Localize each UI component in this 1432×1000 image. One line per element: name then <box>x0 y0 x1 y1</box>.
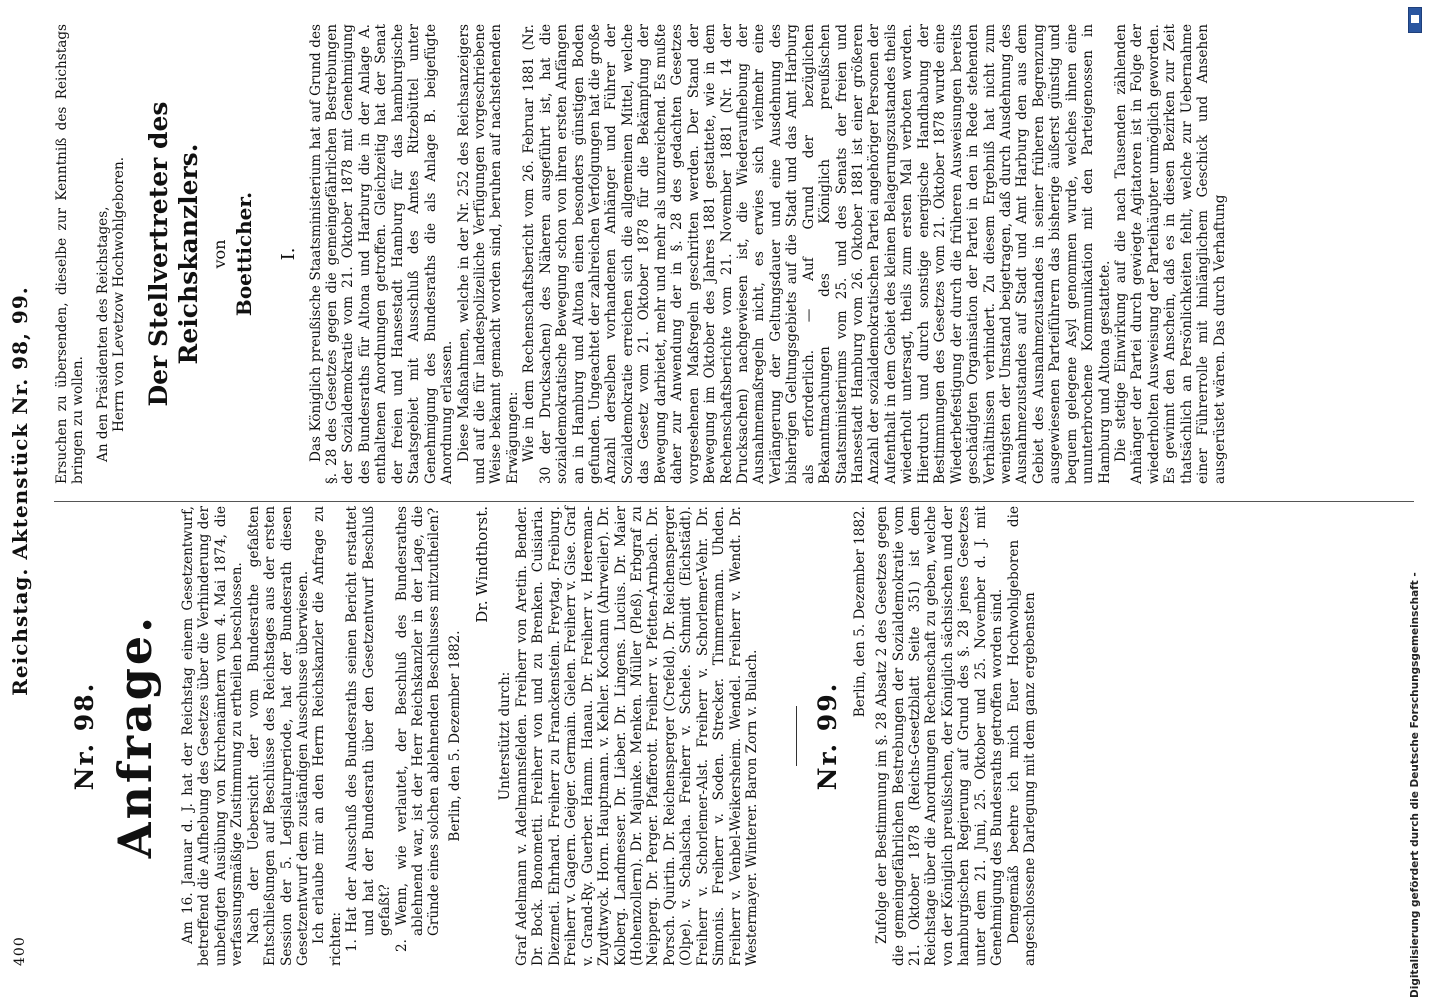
sender-von: von <box>210 239 230 269</box>
dfg-logo-icon <box>1408 7 1422 33</box>
paragraph: Zufolge der Bestimmung im §. 28 Absatz 2 des Gesetzes gegen die gemeingefährlichen Bestrebungen der Sozialdemokratie vom 21. Oktober 1878 (Reichs-Gesetzblatt Seite 351) ist dem Reichstage über die Anordnungen Rechenschaft zu geben, welche von der Königlich preußischen, der Königlich sächsischen und der hamburgischen Regierung auf Grund des §. 28 jenes Gesetzes unter dem 21. Juni, 25. Oktober und 25. November d. J. mit Genehmigung des Bundesraths getroffen worden sind. <box>874 506 1006 966</box>
supported-label: Unterstützt durch: <box>497 671 514 801</box>
document-number-98: Nr. 98. <box>70 681 99 791</box>
sender-title: Der Stellvertreter des Reichskanzlers. <box>143 101 203 407</box>
date-line: Berlin, den 5. Dezember 1882. <box>851 506 868 718</box>
section-rule <box>796 706 797 766</box>
right-column <box>54 24 1228 484</box>
address-line: Herrn von Levetzow Hochwohlgeboren. <box>111 156 128 432</box>
paragraph: Ersuchen zu übersenden, dieselbe zur Kenntniß des Reichstags bringen zu wollen. <box>54 24 87 484</box>
supporters-list: Graf Adelmann v. Adelmannsfelden. Freiherr von Aretin. Bender. Dr. Bock. Bonometti. Freiherr von und zu Brenken. Cuisiaria. Diezmeti. Ehrhard. Freiherr zu Franckenstein. Freytag. Freiburg. Freiherr v. Gagern. Geiger. Germain. Gielen. Freiherr v. Gise. Graf v. Grand-Ry. Guerber. Hamm. Hanau. Dr. Freiherr v. Heereman-Zuydtwyck. Horn. Hauptmann. v. Kehler. Kochann (Ahrweiler). Dr. Kolberg. Landmesser. Dr. Lieber. Dr. Lingens. Lucius. Dr. Maier (Hohenzollern). Dr. Majunke. Menken. Müller (Pleß). Erbgraf zu Neipperg. Dr. Perger. Pfafferott. Freiherr v. Pfetten-Arnbach. Dr. Porsch. Quirtin. Dr. Reichensperger (Crefeld). Dr. Reichensperger (Olpe). v. Schalscha. Freiherr v. Schele. Schmidt (Eichstädt). Freiherr v. Schorlemer-Alst. Freiherr v. Schorlemer-Vehr. Dr. Simonis. Freiherr v. Soden. Strecker. Timmermann. Uhden. Freiherr v. Venbel-Weikersheim. Wendel. Freiherr v. Wendt. Dr. Westermayer. Winterer. Baron Zorn v. Bulach. <box>513 506 761 966</box>
page-header <box>8 28 48 966</box>
sender-name: Boetticher. <box>231 191 256 317</box>
anfrage-heading: Anfrage. <box>108 613 163 859</box>
paragraph: Ich erlaube mir an den Herrn Reichskanzler die Anfrage zu richten: <box>311 506 344 966</box>
paragraph: Diese Maßnahmen, welche in der Nr. 252 des Reichsanzeigers und auf die für landespolizeiliche Verfügungen vorgeschriebene Weise bekannt gemacht worden sind, beruhen auf nachstehenden Erwägungen: <box>455 24 521 484</box>
signature: Dr. Windthorst. <box>473 506 492 623</box>
question-item: 1. Hat der Ausschuß des Bundesraths seinen Bericht erstattet und hat der Bundesrath über den Gesetzentwurf Beschluß gefaßt? <box>344 506 394 952</box>
date-line: Berlin, den 5. Dezember 1882. <box>446 630 463 842</box>
section-number: I. <box>277 247 299 261</box>
paragraph: Das Königlich preußische Staatsministerium hat auf Grund des §. 28 des Gesetzes gegen die gemeingefährlichen Bestrebungen der Sozialdemokratie vom 21. Oktober 1878 mit Genehmigung des Bundesraths für Altona und Harburg die in der Anlage A. enthaltenen Anordnungen getroffen. Gleichzeitig hat der Senat der freien und Hansestadt Hamburg für das hamburgische Staatsgebiet mit Ausschluß des Amtes Ritzebüttel unter Genehmigung des Bundesraths die als Anlage B. beigefügte Anordnung erlassen. <box>307 24 456 484</box>
paragraph: Nach der Uebersicht der vom Bundesrathe gefaßten Entschließungen auf Beschlüsse des Reichstages aus der ersten Session der 5. Legislaturperiode, hat der Bundesrath diesen Gesetzentwurf dem zuständigen Ausschusse überwiesen. <box>245 506 311 966</box>
paragraph: Wie in dem Rechenschaftsbericht vom 26. Februar 1881 (Nr. 30 der Drucksachen) des Näheren ausgeführt ist, hat die sozialdemokratische Bewegung schon von ihren ersten Anfängen an in Hamburg und Altona einen besonders günstigen Boden gefunden. Ungeachtet der zahlreichen Verfolgungen hat die große Anzahl derselben vorhandenen Anhänger und Führer der Sozialdemokratie erreichen sich die allgemeinen Mittel, welche das Gesetz vom 21. Oktober 1878 für die Bekämpfung der Bewegung darbietet, mehr und mehr als unzureichend. Es mußte daher zur Anwendung der in §. 28 des gedachten Gesetzes vorgesehenen Maßregeln geschritten werden. Der Stand der Bewegung im Oktober des Jahres 1881 gestattete, wie in dem Rechenschaftsberichte vom 21. November 1881 (Nr. 14 der Drucksachen) nachgewiesen ist, die Wiederaufhebung der Ausnahmemaßregeln nicht, es erwies sich vielmehr eine Verlängerung der Geltungsdauer und eine Ausdehnung des bisherigen Geltungsgebiets auf die Stadt und das Amt Harburg als erforderlich. — Auf Grund der bezüglichen Bekanntmachungen des Königlich preußischen Staatsministeriums vom 25. und des Senats der freien und Hansestadt Hamburg vom 26. Oktober 1881 ist einer größeren Anzahl der sozialdemokratischen Partei angehöriger Personen der Aufenthalt in dem Gebiet des kleinen Belagerungszustandes theils wiederholt untersagt, theils zum ersten Mal verboten worden. Hierdurch und durch sonstige energische Handhabung der Bestimmungen des Gesetzes vom 21. Oktober 1878 wurde eine Wiederbefestigung der durch die früheren Ausweisungen bereits geschädigten Organisation der Partei in den in Rede stehenden Verhältnissen verhindert. Zu diesem Ergebniß hat nicht zum wenigsten der Umstand beigetragen, daß durch Ausdehnung des Ausnahmezustandes auf Stadt und Amt Harburg den aus dem Gebiet des Ausnahmezustandes in seiner früheren Begrenzung ausgewiesenen Parteiführern das bisherige äußerst günstig und bequem gelegene Asyl genommen wurde, welches ihnen eine ununterbrochene Kommunikation mit den Parteigenossen in Hamburg und Altona gestattete. <box>521 24 1113 484</box>
digitization-footer <box>1406 2 1426 998</box>
page-number: 400 <box>12 936 28 966</box>
paragraph: Die stetige Einwirkung auf die nach Tausenden zählenden Anhänger der Partei durch gewiegte Agitatoren ist in Folge der wiederholten Ausweisung der Parteihäupter unmöglich geworden. Es gewinnt den Anschein, daß es in diesen Bezirken zur Zeit thatsächlich an Persönlichkeiten fehlt, welche zur Uebernahme einer Führerrolle mit hinlänglichem Geschick und Ansehen ausgerüstet wären. Das durch Verhaftung <box>1113 24 1228 484</box>
question-item: 2. Wenn, wie verlautet, der Beschluß des Bundesrathes ablehnend war, ist der Herr Reichskanzler in der Lage, die Gründe eines solchen ablehnenden Beschlusses mitzutheilen? <box>393 506 443 952</box>
address-line: An den Präsidenten des Reichstages, <box>94 206 111 462</box>
paragraph: Demgemäß beehre ich mich Euer Hochwohlgeboren die angeschlossene Darlegung mit dem ganz ergebensten <box>1005 506 1039 966</box>
paragraph: Am 16. Januar d. J. hat der Reichstag einem Gesetzentwurf, betreffend die Aufhebung des Gesetzes über die Verhinderung der unbefugten Ausübung von Kirchenämtern vom 4. Mai 1874, die verfassungsmäßige Zustimmung zu ertheilen beschlossen. <box>179 506 246 966</box>
running-title: Reichstag. Aktenstück Nr. 98, 99. <box>8 286 32 696</box>
document-number-99: Nr. 99. <box>813 681 843 791</box>
column-divider <box>54 501 1414 502</box>
left-column <box>54 506 1039 966</box>
footer-text: Digitalisierung gefördert durch die Deutsche Forschungsgemeinschaft - <box>1409 572 1421 998</box>
